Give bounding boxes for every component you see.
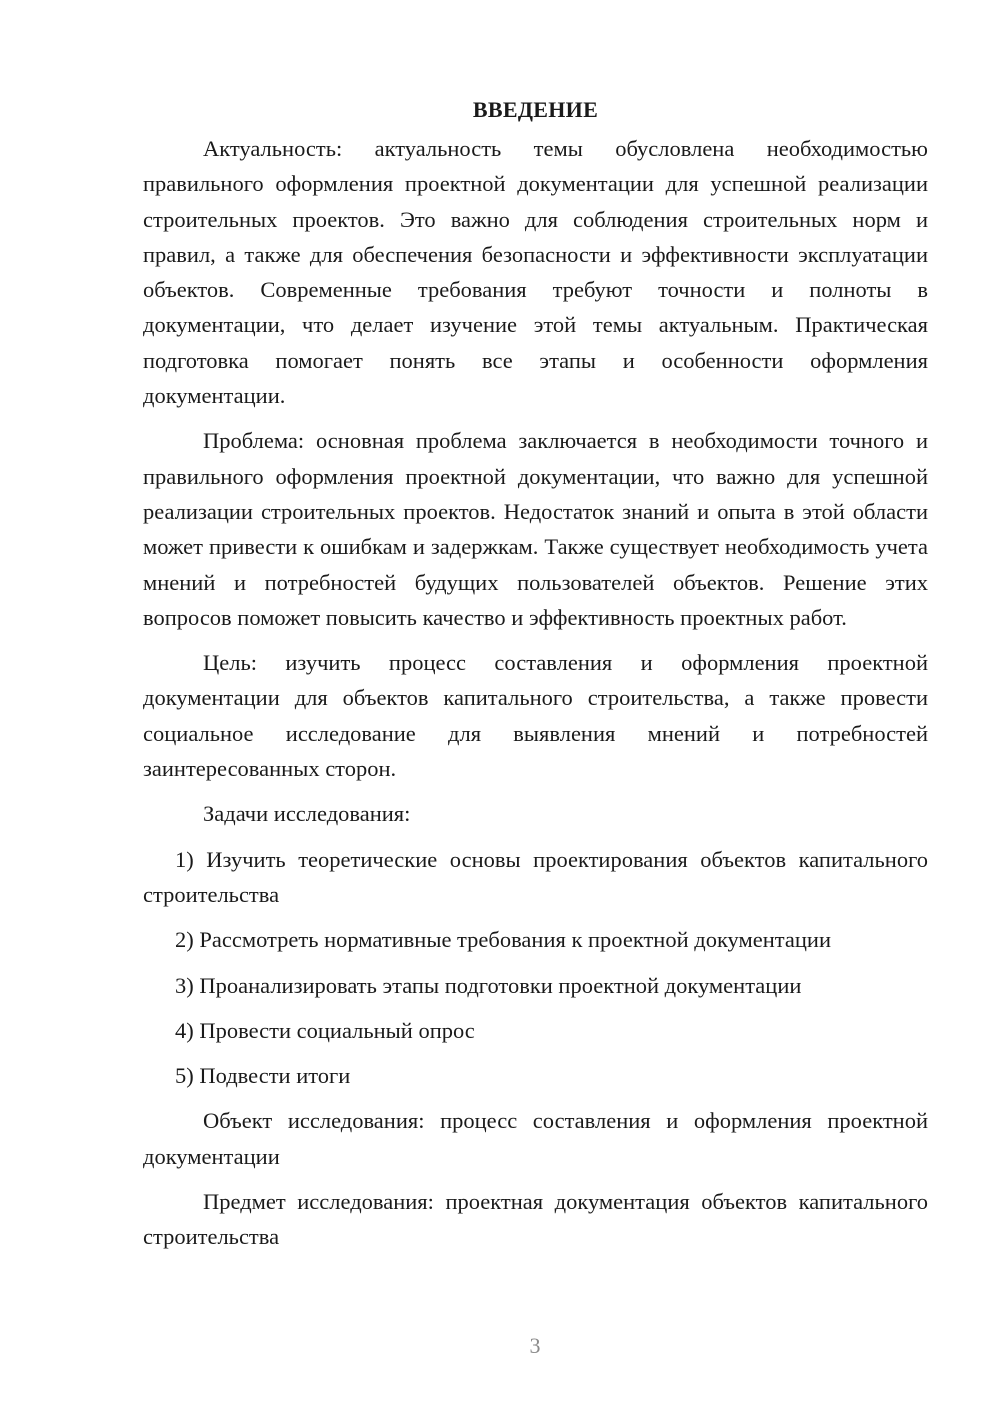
problem-paragraph: Проблема: основная проблема заключается в необходимости точного и правильного оформления проектной документации, что важно для успешной реализации строительных проектов. Недостаток знаний и опыта в этой области может привести к ошибкам и задержкам. Также существует необходимость учета мнений и потребностей будущих пользователей объектов. Решение этих вопросов поможет повысить качество и эффективность проектных работ. xyxy=(143,428,928,630)
task-item-5: 5) Подвести итоги xyxy=(175,1063,351,1089)
document-page xyxy=(143,92,928,1265)
section-title: ВВЕДЕНИЕ xyxy=(472,97,599,122)
relevance-paragraph: Актуальность: актуальность темы обусловлена необходимостью правильного оформления проектной документации для успешной реализации строительных проектов. Это важно для соблюдения строительных норм и правил, а также для обеспечения безопасности и эффективности эксплуатации объектов. Современные требования требуют точности и полноты в документации, что делает изучение этой темы актуальным. Практическая подготовка помогает понять все этапы и особенности оформления документации. xyxy=(143,136,928,409)
tasks-heading: Задачи исследования: xyxy=(203,801,411,827)
goal-paragraph: Цель: изучить процесс составления и оформления проектной документации для объектов капитального строительства, а также провести социальное исследование для выявления мнений и потребностей заинтересованных сторон. xyxy=(143,650,928,782)
task-item-4: 4) Провести социальный опрос xyxy=(175,1017,475,1043)
task-item-3: 3) Проанализировать этапы подготовки проектной документации xyxy=(175,972,802,998)
subject-paragraph: Предмет исследования: проектная документация объектов капитального строительства xyxy=(143,1189,928,1250)
page-number: 3 xyxy=(529,1333,541,1358)
task-item-2: 2) Рассмотреть нормативные требования к проектной документации xyxy=(175,927,831,953)
task-item-1: 1) Изучить теоретические основы проектирования объектов капитального строительства xyxy=(143,846,928,907)
object-paragraph: Объект исследования: процесс составления и оформления проектной документации xyxy=(143,1108,928,1169)
